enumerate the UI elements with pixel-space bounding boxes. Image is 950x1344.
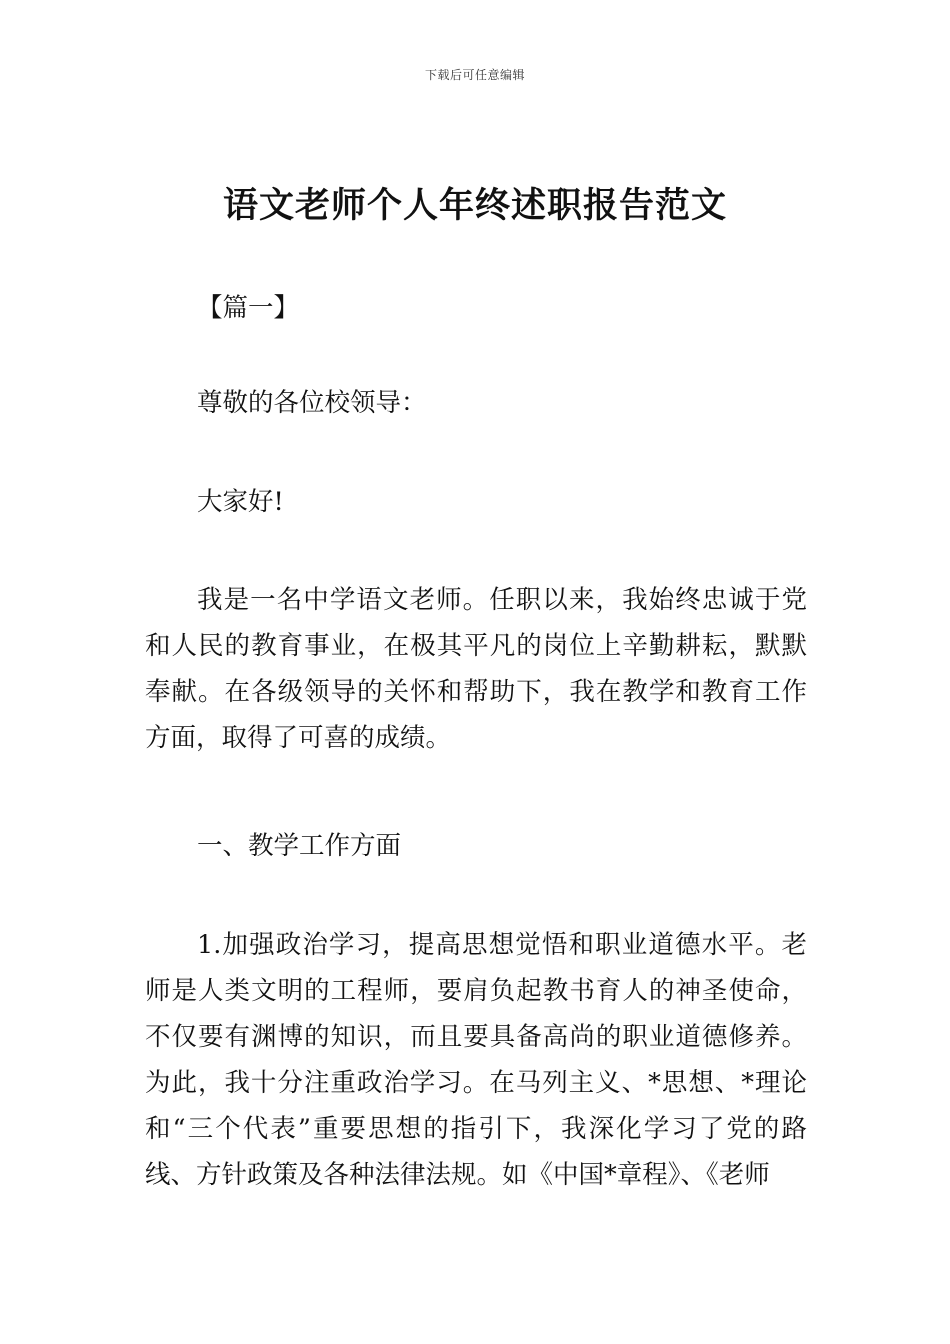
greeting: 大家好!	[197, 487, 284, 517]
header-note: 下载后可任意编辑	[424, 68, 525, 82]
section-marker: 【篇一】	[197, 293, 300, 323]
section-heading: 一、教学工作方面	[197, 831, 402, 861]
document-title: 语文老师个人年终述职报告范文	[222, 186, 727, 226]
point-1-paragraph: 1.加强政治学习，提高思想觉悟和职业道德水平。老师是人类文明的工程师，要肩负起教书育人的神圣使命，不仅要有渊博的知识，而且要具备高尚的职业道德修养。为此，我十分注重政治学习。在马列主义、*思想、*理论和“三个代表”重要思想的指引下，我深化学习了党的路线、方针政策及各种法律法规。如《中国*章程》、《老师	[145, 930, 807, 1190]
salutation: 尊敬的各位校领导：	[197, 388, 427, 418]
intro-paragraph: 我是一名中学语文老师。任职以来，我始终忠诚于党和人民的教育事业，在极其平凡的岗位上辛勤耕耘，默默奉献。在各级领导的关怀和帮助下，我在教学和教育工作方面，取得了可喜的成绩。	[145, 585, 807, 753]
